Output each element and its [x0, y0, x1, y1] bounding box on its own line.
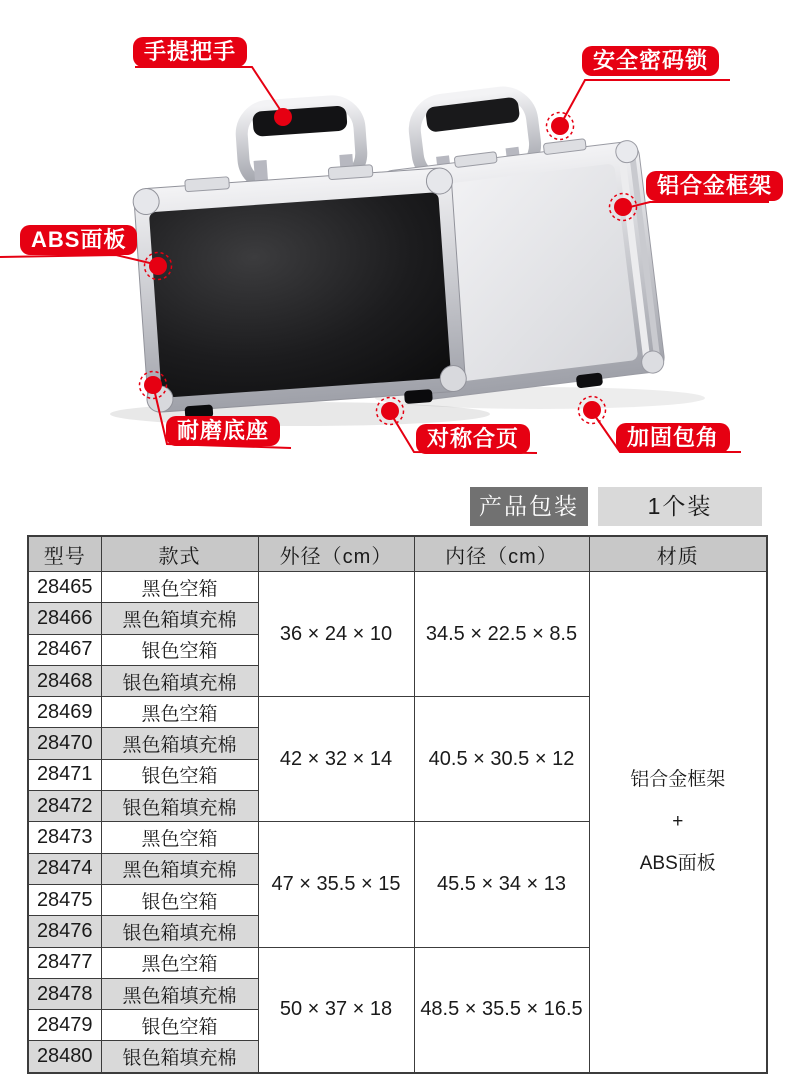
material-part1: 铝合金框架 — [630, 769, 726, 790]
material-part2: ABS面板 — [639, 853, 716, 874]
black-case-lock — [185, 177, 230, 192]
black-case-panel — [149, 192, 451, 398]
style-cell: 银色空箱 — [101, 759, 258, 790]
spec-header-row — [28, 536, 767, 572]
style-cell: 黑色空箱 — [101, 697, 258, 728]
style-cell: 银色箱填充棉 — [101, 916, 258, 947]
inner-size-cell: 45.5 × 34 × 13 — [414, 822, 589, 947]
packaging-value: 1个装 — [598, 487, 762, 526]
black-case-foot — [404, 389, 433, 404]
callout-lock-label: 安全密码锁 — [582, 46, 719, 76]
style-cell: 黑色空箱 — [101, 947, 258, 978]
outer-size-cell: 47 × 35.5 × 15 — [258, 822, 414, 947]
outer-size-cell: 50 × 37 × 18 — [258, 947, 414, 1073]
model-cell: 28468 — [28, 665, 101, 696]
material-joiner: + — [672, 811, 684, 832]
style-cell: 黑色箱填充棉 — [101, 603, 258, 634]
style-cell: 黑色空箱 — [101, 572, 258, 603]
model-cell: 28480 — [28, 1041, 101, 1073]
model-cell: 28478 — [28, 978, 101, 1009]
model-cell: 28469 — [28, 697, 101, 728]
outer-size-cell: 42 × 32 × 14 — [258, 697, 414, 822]
style-cell: 银色箱填充棉 — [101, 791, 258, 822]
style-cell: 黑色箱填充棉 — [101, 728, 258, 759]
style-cell: 银色空箱 — [101, 634, 258, 665]
model-cell: 28467 — [28, 634, 101, 665]
style-cell: 银色空箱 — [101, 1010, 258, 1041]
callout-handle-label: 手提把手 — [133, 37, 247, 67]
callout-panel-label: ABS面板 — [20, 225, 137, 255]
material-cell — [589, 572, 767, 1074]
model-cell: 28479 — [28, 1010, 101, 1041]
model-cell: 28477 — [28, 947, 101, 978]
model-cell: 28476 — [28, 916, 101, 947]
style-cell: 黑色箱填充棉 — [101, 978, 258, 1009]
model-cell: 28473 — [28, 822, 101, 853]
style-cell: 银色箱填充棉 — [101, 665, 258, 696]
table-row — [28, 572, 767, 603]
callout-frame-label: 铝合金框架 — [646, 171, 783, 201]
callout-corner-label: 加固包角 — [616, 423, 730, 453]
model-cell: 28475 — [28, 884, 101, 915]
header-model: 型号 — [28, 536, 101, 572]
inner-size-cell: 40.5 × 30.5 × 12 — [414, 697, 589, 822]
header-outer-size: 外径（cm） — [258, 536, 414, 572]
header-inner-size: 内径（cm） — [414, 536, 589, 572]
callout-hinge-label: 对称合页 — [416, 424, 530, 454]
style-cell: 银色空箱 — [101, 884, 258, 915]
header-material: 材质 — [589, 536, 767, 572]
style-cell: 黑色空箱 — [101, 822, 258, 853]
model-cell: 28470 — [28, 728, 101, 759]
spec-table — [27, 535, 768, 1074]
model-cell: 28472 — [28, 791, 101, 822]
model-cell: 28474 — [28, 853, 101, 884]
inner-size-cell: 48.5 × 35.5 × 16.5 — [414, 947, 589, 1073]
model-cell: 28471 — [28, 759, 101, 790]
black-case-lock — [328, 165, 373, 180]
style-cell: 银色箱填充棉 — [101, 1041, 258, 1073]
style-cell: 黑色箱填充棉 — [101, 853, 258, 884]
packaging-label: 产品包装 — [470, 487, 588, 526]
header-style: 款式 — [101, 536, 258, 572]
model-cell: 28465 — [28, 572, 101, 603]
model-cell: 28466 — [28, 603, 101, 634]
callout-base-label: 耐磨底座 — [166, 416, 280, 446]
outer-size-cell: 36 × 24 × 10 — [258, 572, 414, 697]
inner-size-cell: 34.5 × 22.5 × 8.5 — [414, 572, 589, 697]
